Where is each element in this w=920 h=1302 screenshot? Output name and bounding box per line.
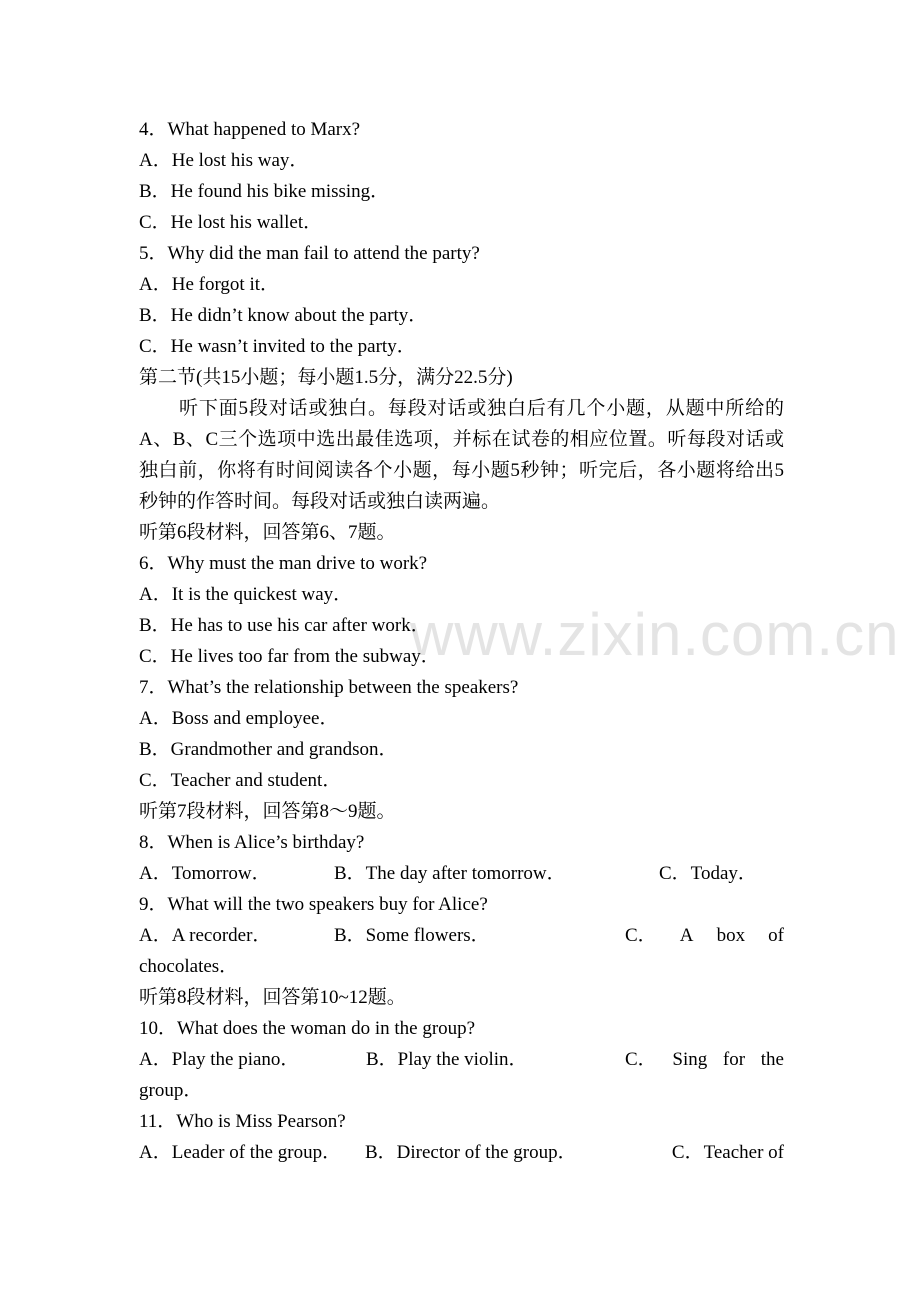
question-11-stem: 11．Who is Miss Pearson? xyxy=(139,1111,346,1132)
question-10-option-c xyxy=(625,1044,784,1075)
question-11-option-b: B．Director of the group． xyxy=(365,1142,577,1163)
section-heading: 第二节(共15小题；每小题1.5分，满分22.5分) xyxy=(139,367,513,388)
question-7-option-b: B．Grandmother and grandson． xyxy=(139,739,398,760)
question-10-option-a: A．Play the piano． xyxy=(139,1049,300,1070)
question-9-stem: 9．What will the two speakers buy for Alice? xyxy=(139,894,488,915)
question-8-option-a: A．Tomorrow． xyxy=(139,863,271,884)
question-9-options xyxy=(139,920,784,951)
question-5-option-a: A．He forgot it． xyxy=(139,274,280,295)
option-c-word: box xyxy=(716,925,746,946)
question-8-stem: 8．When is Alice’s birthday? xyxy=(139,832,365,853)
question-5-option-b: B．He didn’t know about the party． xyxy=(139,305,428,326)
watermark: www.zixin.com.cn xyxy=(410,601,900,668)
material-7-heading: 听第7段材料，回答第8～9题。 xyxy=(139,801,396,822)
question-7-option-c: C．Teacher and student． xyxy=(139,770,342,791)
option-c-word: the xyxy=(760,1049,784,1070)
question-9-option-c-continued: chocolates． xyxy=(139,956,239,977)
option-c-word: Sing xyxy=(672,1049,708,1070)
question-4-option-b: B．He found his bike missing． xyxy=(139,181,390,202)
question-8-options xyxy=(139,858,784,889)
question-8-option-b: B．The day after tomorrow． xyxy=(334,863,566,884)
question-7-option-a: A．Boss and employee． xyxy=(139,708,339,729)
option-c-word: for xyxy=(722,1049,746,1070)
question-6-option-b: B．He has to use his car after work． xyxy=(139,615,430,636)
option-c-word: A xyxy=(679,925,694,946)
question-6-stem: 6．Why must the man drive to work? xyxy=(139,553,428,574)
question-7-stem: 7．What’s the relationship between the speakers? xyxy=(139,677,519,698)
section-instructions: 听下面5段对话或独白。每段对话或独白后有几个小题，从题中所给的A、B、C三个选项中选出最佳选项，并标在试卷的相应位置。听每段对话或独白前，你将有时间阅读各个小题，每小题5秒钟；听完后，各小题将给出5秒钟的作答时间。每段对话或独白读两遍。 xyxy=(139,398,784,512)
question-5-stem: 5．Why did the man fail to attend the party? xyxy=(139,243,480,264)
option-c-word: of xyxy=(768,925,784,946)
material-8-heading: 听第8段材料，回答第10~12题。 xyxy=(139,987,406,1008)
question-9-option-b: B．Some flowers． xyxy=(334,925,490,946)
question-11-option-c: C．Teacher of xyxy=(671,1142,784,1163)
material-6-heading: 听第6段材料，回答第6、7题。 xyxy=(139,522,396,543)
question-10-options xyxy=(139,1044,784,1075)
question-8-option-c: C．Today． xyxy=(659,863,757,884)
question-11-option-a: A．Leader of the group． xyxy=(139,1142,342,1163)
question-9-option-c xyxy=(625,920,784,951)
exam-page xyxy=(139,114,784,1168)
question-10-stem: 10．What does the woman do in the group? xyxy=(139,1018,476,1039)
option-c-word: C． xyxy=(625,1049,657,1070)
question-10-option-c-continued: group． xyxy=(139,1080,203,1101)
question-11-options xyxy=(139,1137,784,1168)
question-4-option-c: C．He lost his wallet． xyxy=(139,212,323,233)
question-4-option-a: A．He lost his way． xyxy=(139,150,309,171)
question-6-option-c: C．He lives too far from the subway． xyxy=(139,646,440,667)
question-4-stem: 4．What happened to Marx? xyxy=(139,119,361,140)
question-9-option-a: A．A recorder． xyxy=(139,925,272,946)
question-5-option-c: C．He wasn’t invited to the party． xyxy=(139,336,416,357)
question-10-option-b: B．Play the violin． xyxy=(366,1049,528,1070)
option-c-word: C． xyxy=(625,925,657,946)
question-6-option-a: A．It is the quickest way． xyxy=(139,584,353,605)
